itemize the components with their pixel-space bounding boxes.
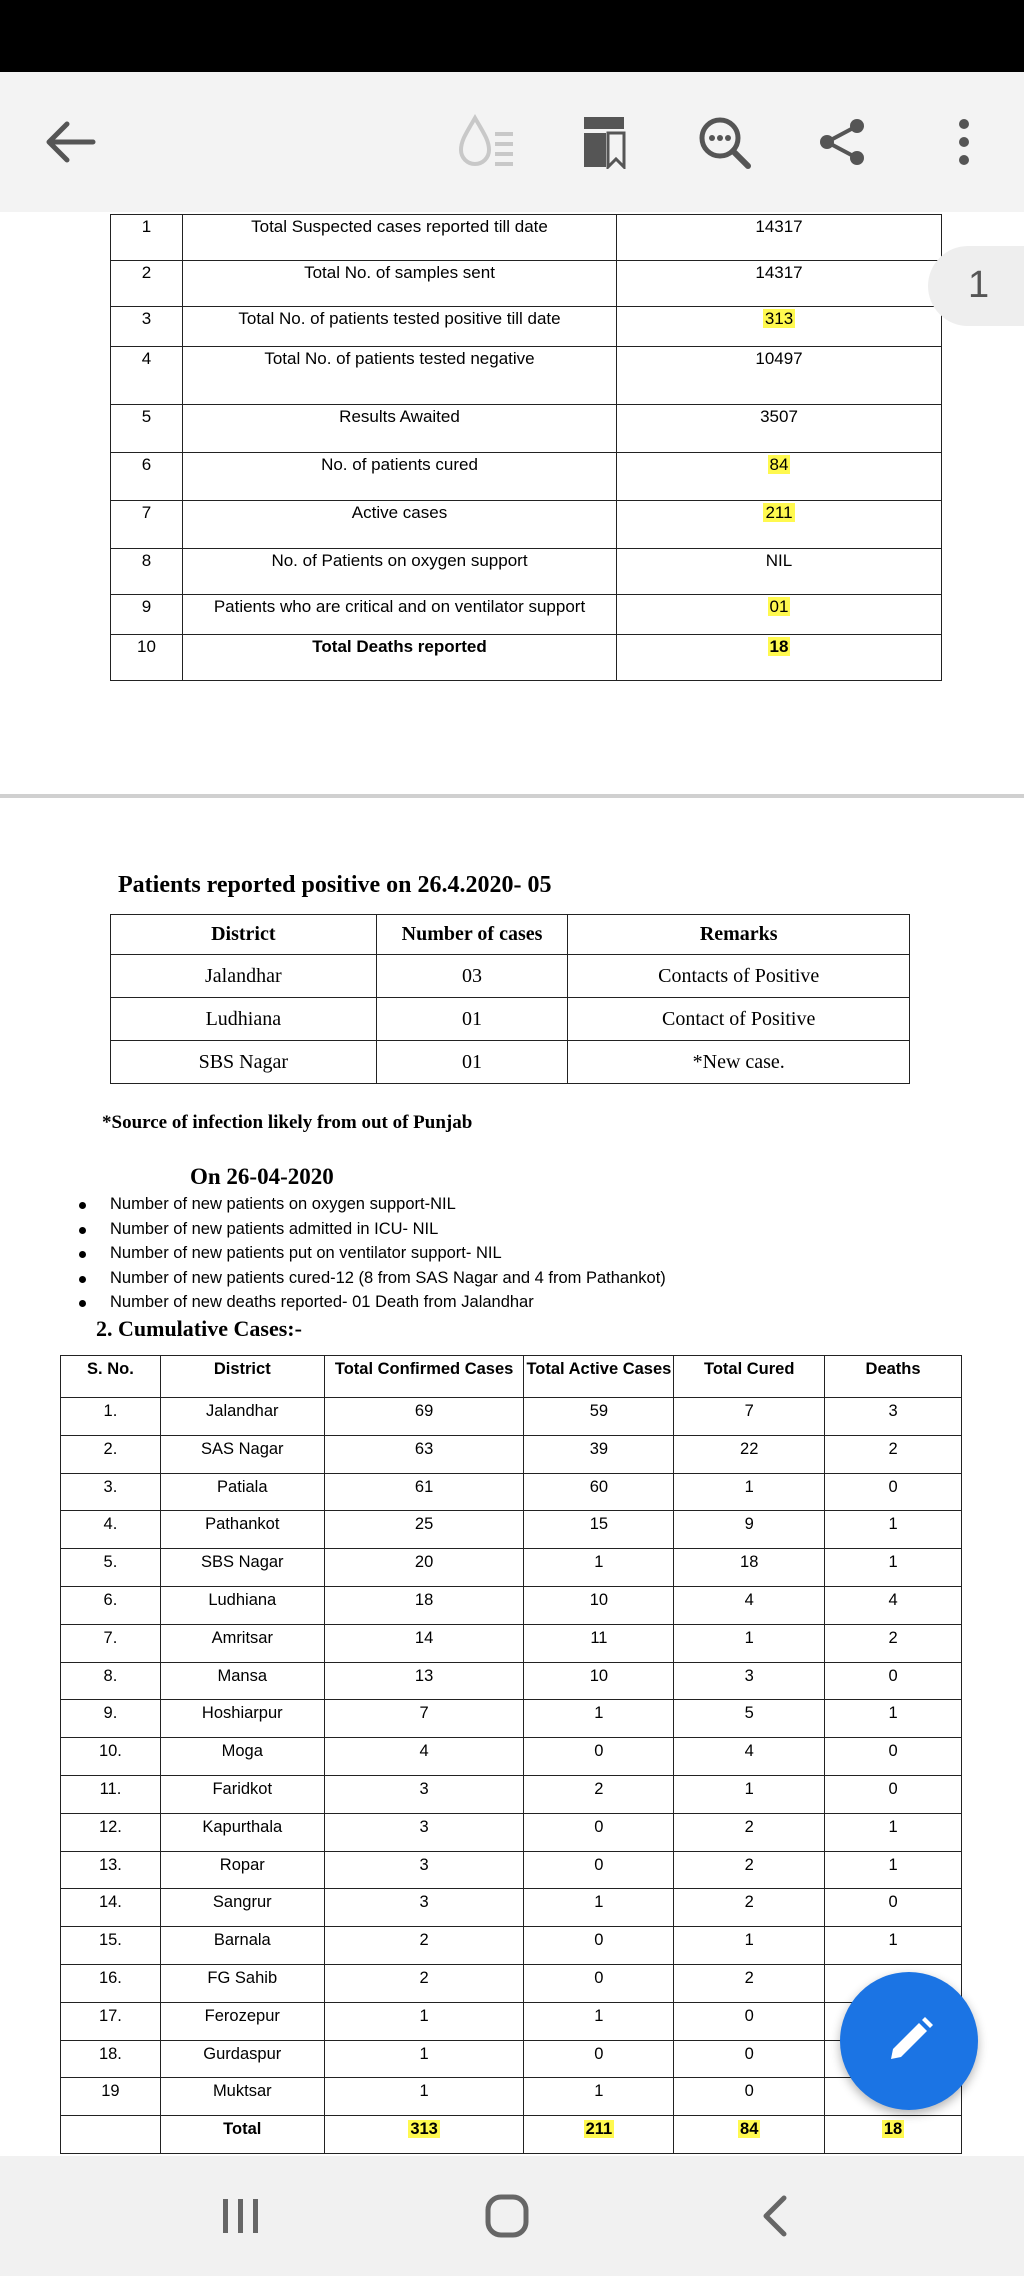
more-options-icon[interactable] (924, 102, 1004, 182)
cell-confirmed: 3 (324, 1851, 524, 1889)
cell-sno: 2. (61, 1435, 161, 1473)
cell-cured: 1 (674, 1927, 825, 1965)
back-icon[interactable] (740, 2186, 810, 2246)
row-value: 313 (764, 309, 794, 328)
cell-confirmed: 63 (324, 1435, 524, 1473)
cell-district: Jalandhar (111, 955, 377, 998)
cell-active: 15 (524, 1511, 674, 1549)
table-row (111, 955, 910, 998)
table-row (61, 2078, 962, 2116)
cell-cured: 9 (674, 1511, 825, 1549)
row-value: 84 (769, 455, 789, 474)
cell-deaths: 0 (825, 1738, 962, 1776)
cell-cured: 18 (674, 1549, 825, 1587)
header-remarks: Remarks (568, 915, 910, 955)
search-icon[interactable] (684, 102, 764, 182)
cell-remarks: *New case. (568, 1041, 910, 1084)
cell-sno: 15. (61, 1927, 161, 1965)
bookmark-icon[interactable] (564, 102, 644, 182)
summary-table (110, 214, 942, 681)
home-icon[interactable] (472, 2186, 542, 2246)
cell-confirmed: 1 (324, 2002, 524, 2040)
cell-active: 0 (524, 1813, 674, 1851)
row-value: 01 (769, 597, 789, 616)
header-deaths: Deaths (825, 1356, 962, 1398)
cell-cured: 1 (674, 1775, 825, 1813)
cell-cured: 4 (674, 1738, 825, 1776)
cell-confirmed: 69 (324, 1398, 524, 1436)
header-confirmed: Total Confirmed Cases (324, 1356, 524, 1398)
cell-active: 0 (524, 1964, 674, 2002)
table-row (111, 1041, 910, 1084)
daily-update-date: On 26-04-2020 (190, 1164, 334, 1189)
table-row (111, 453, 942, 501)
cumulative-heading: 2. Cumulative Cases:- (96, 1316, 302, 1341)
cell-district: Faridkot (160, 1775, 324, 1813)
table-row (61, 1511, 962, 1549)
table-row (61, 1964, 962, 2002)
cell-sno: 13. (61, 1851, 161, 1889)
cell-deaths: 4 (825, 1586, 962, 1624)
header-active: Total Active Cases (524, 1356, 674, 1398)
header-sno: S. No. (61, 1356, 161, 1398)
cell-deaths: 3 (825, 1398, 962, 1436)
cell-district: FG Sahib (160, 1964, 324, 2002)
cell-district: Ropar (160, 1851, 324, 1889)
table-row (111, 595, 942, 635)
row-number-cell: 4 (111, 347, 183, 405)
cell-active: 39 (524, 1435, 674, 1473)
cell-sno: 16. (61, 1964, 161, 2002)
row-number-cell: 5 (111, 405, 183, 453)
cell-sno: 18. (61, 2040, 161, 2078)
cell-deaths: 1 (825, 1927, 962, 1965)
table-row (61, 1889, 962, 1927)
total-label: Total (160, 2116, 324, 2154)
table-row (111, 549, 942, 595)
cell-active: 60 (524, 1473, 674, 1511)
edit-pencil-icon (881, 2013, 937, 2069)
cell-active: 10 (524, 1586, 674, 1624)
bullet-icon (79, 1202, 86, 1209)
table-row (61, 1700, 962, 1738)
cell-sno: 9. (61, 1700, 161, 1738)
cell-active: 1 (524, 1549, 674, 1587)
row-value: 14317 (755, 263, 803, 282)
cell-confirmed: 3 (324, 1889, 524, 1927)
cell-deaths: 0 (825, 1662, 962, 1700)
cell-active: 59 (524, 1398, 674, 1436)
cell-district: Sangrur (160, 1889, 324, 1927)
cell-district: SBS Nagar (111, 1041, 377, 1084)
cell-confirmed: 25 (324, 1511, 524, 1549)
edit-fab-button[interactable] (840, 1972, 978, 2110)
cell-district: Moga (160, 1738, 324, 1776)
total-cured: 84 (674, 2116, 825, 2154)
cell-district: Barnala (160, 1927, 324, 1965)
positive-cases-table (110, 914, 910, 1084)
total-row (61, 2116, 962, 2154)
table-row (61, 1435, 962, 1473)
recent-apps-icon[interactable] (206, 2186, 276, 2246)
cell-confirmed: 7 (324, 1700, 524, 1738)
row-number-cell: 7 (111, 501, 183, 549)
cell-sno: 4. (61, 1511, 161, 1549)
system-nav-bar (0, 2156, 1024, 2276)
cell-sno: 19 (61, 2078, 161, 2116)
table-row (111, 347, 942, 405)
cell-confirmed: 20 (324, 1549, 524, 1587)
app-toolbar (0, 72, 1024, 212)
cumulative-cases-table (60, 1355, 962, 2154)
cell-confirmed: 1 (324, 2040, 524, 2078)
cell-cured: 4 (674, 1586, 825, 1624)
cell-district: Muktsar (160, 2078, 324, 2116)
row-value-cell (617, 635, 942, 681)
header-district: District (111, 915, 377, 955)
cell-sno: 8. (61, 1662, 161, 1700)
row-value: 18 (769, 637, 789, 656)
row-value-cell (617, 307, 942, 347)
cell-sno: 12. (61, 1813, 161, 1851)
cell-district: Kapurthala (160, 1813, 324, 1851)
row-label-cell: Active cases (183, 501, 617, 549)
row-value-cell (617, 215, 942, 261)
cell-active: 1 (524, 1889, 674, 1927)
cell-cured: 7 (674, 1398, 825, 1436)
cell-cured: 1 (674, 1624, 825, 1662)
cell-district: Amritsar (160, 1624, 324, 1662)
list-item: Number of new patients cured-12 (8 from SAS Nagar and 4 from Pathankot) (110, 1266, 666, 1291)
row-value-cell (617, 549, 942, 595)
cell-cases: 01 (376, 998, 568, 1041)
list-item: Number of new deaths reported- 01 Death from Jalandhar (110, 1290, 666, 1315)
list-item: Number of new patients on oxygen support-NIL (110, 1192, 666, 1217)
list-item: Number of new patients admitted in ICU- NIL (110, 1217, 666, 1242)
cell-cured: 2 (674, 1851, 825, 1889)
table-header-row (61, 1356, 962, 1398)
table-row (61, 1662, 962, 1700)
row-label-cell: No. of Patients on oxygen support (183, 549, 617, 595)
row-label-cell: Total Deaths reported (183, 635, 617, 681)
share-icon[interactable] (802, 102, 882, 182)
back-arrow-icon[interactable] (30, 102, 110, 182)
status-bar (0, 0, 1024, 72)
row-value-cell (617, 595, 942, 635)
table-row (61, 1473, 962, 1511)
cell-active: 0 (524, 1738, 674, 1776)
total-deaths: 18 (825, 2116, 962, 2154)
table-row (61, 1624, 962, 1662)
row-label-cell: Results Awaited (183, 405, 617, 453)
row-number-cell: 9 (111, 595, 183, 635)
cell-active: 0 (524, 1927, 674, 1965)
total-confirmed: 313 (324, 2116, 524, 2154)
cell-sno: 5. (61, 1549, 161, 1587)
cell-cured: 1 (674, 1473, 825, 1511)
source-note: *Source of infection likely from out of Punjab (102, 1112, 473, 1133)
table-row (111, 215, 942, 261)
cell-confirmed: 14 (324, 1624, 524, 1662)
cell-sno: 1. (61, 1398, 161, 1436)
cell-confirmed: 3 (324, 1775, 524, 1813)
table-row (61, 2002, 962, 2040)
row-value-cell (617, 261, 942, 307)
bullet-icon (79, 1276, 86, 1283)
table-row (61, 1813, 962, 1851)
cell-sno: 6. (61, 1586, 161, 1624)
cell-cured: 0 (674, 2040, 825, 2078)
bullet-icon (79, 1251, 86, 1258)
cell-active: 11 (524, 1624, 674, 1662)
cell-cases: 01 (376, 1041, 568, 1084)
page-indicator: 1 (928, 246, 1024, 326)
cell-sno: 17. (61, 2002, 161, 2040)
table-row (111, 261, 942, 307)
cell-deaths: 0 (825, 1889, 962, 1927)
cell-sno: 11. (61, 1775, 161, 1813)
header-cured: Total Cured (674, 1356, 825, 1398)
reading-mode-icon[interactable] (446, 102, 526, 182)
cell-confirmed: 4 (324, 1738, 524, 1776)
total-sno-cell (61, 2116, 161, 2154)
cell-active: 1 (524, 2078, 674, 2116)
row-label-cell: Patients who are critical and on ventilator support (183, 595, 617, 635)
cell-confirmed: 18 (324, 1586, 524, 1624)
cell-cured: 3 (674, 1662, 825, 1700)
row-label-cell: Total No. of patients tested positive till date (183, 307, 617, 347)
header-cases: Number of cases (376, 915, 568, 955)
cell-district: Gurdaspur (160, 2040, 324, 2078)
table-row (111, 501, 942, 549)
cell-deaths: 2 (825, 1624, 962, 1662)
table-row (61, 1738, 962, 1776)
row-value-cell (617, 405, 942, 453)
cell-deaths: 1 (825, 1700, 962, 1738)
row-value-cell (617, 453, 942, 501)
cell-remarks: Contact of Positive (568, 998, 910, 1041)
total-active: 211 (524, 2116, 674, 2154)
row-value: 3507 (760, 407, 798, 426)
cell-deaths: 1 (825, 1813, 962, 1851)
cell-confirmed: 1 (324, 2078, 524, 2116)
cell-deaths: 1 (825, 1511, 962, 1549)
table-row (111, 998, 910, 1041)
cell-sno: 10. (61, 1738, 161, 1776)
cell-active: 0 (524, 1851, 674, 1889)
row-number-cell: 6 (111, 453, 183, 501)
row-number-cell: 1 (111, 215, 183, 261)
cell-sno: 3. (61, 1473, 161, 1511)
row-number-cell: 8 (111, 549, 183, 595)
header-district: District (160, 1356, 324, 1398)
cell-cured: 5 (674, 1700, 825, 1738)
cell-district: Ludhiana (111, 998, 377, 1041)
row-number-cell: 3 (111, 307, 183, 347)
cell-district: SBS Nagar (160, 1549, 324, 1587)
row-value-cell (617, 347, 942, 405)
table-row (111, 635, 942, 681)
cell-remarks: Contacts of Positive (568, 955, 910, 998)
table-row (61, 2040, 962, 2078)
positive-cases-title: Patients reported positive on 26.4.2020- 05 (118, 872, 552, 898)
row-number-cell: 10 (111, 635, 183, 681)
page-divider (0, 794, 1024, 798)
cell-confirmed: 13 (324, 1662, 524, 1700)
table-row (61, 1586, 962, 1624)
cell-district: SAS Nagar (160, 1435, 324, 1473)
row-value: 211 (765, 503, 793, 522)
bullet-icon (79, 1227, 86, 1234)
cell-confirmed: 2 (324, 1927, 524, 1965)
cell-active: 10 (524, 1662, 674, 1700)
cell-district: Hoshiarpur (160, 1700, 324, 1738)
row-label-cell: Total Suspected cases reported till date (183, 215, 617, 261)
cell-deaths: 2 (825, 1435, 962, 1473)
cell-deaths: 1 (825, 1851, 962, 1889)
cell-cured: 0 (674, 2002, 825, 2040)
row-label-cell: No. of patients cured (183, 453, 617, 501)
list-item: Number of new patients put on ventilator support- NIL (110, 1241, 666, 1266)
cell-sno: 14. (61, 1889, 161, 1927)
cell-district: Jalandhar (160, 1398, 324, 1436)
cell-cured: 2 (674, 1964, 825, 2002)
cell-cured: 2 (674, 1813, 825, 1851)
cell-active: 0 (524, 2040, 674, 2078)
table-header-row (111, 915, 910, 955)
bullet-icon (79, 1300, 86, 1307)
table-row (61, 1851, 962, 1889)
table-row (61, 1398, 962, 1436)
table-row (111, 307, 942, 347)
cell-deaths: 1 (825, 1549, 962, 1587)
cell-district: Pathankot (160, 1511, 324, 1549)
row-number-cell: 2 (111, 261, 183, 307)
cell-confirmed: 3 (324, 1813, 524, 1851)
table-row (61, 1927, 962, 1965)
cell-district: Ludhiana (160, 1586, 324, 1624)
cell-district: Ferozepur (160, 2002, 324, 2040)
row-value: NIL (765, 551, 793, 570)
table-row (61, 1549, 962, 1587)
cell-sno: 7. (61, 1624, 161, 1662)
cell-deaths: 0 (825, 1473, 962, 1511)
table-row (61, 1775, 962, 1813)
cell-deaths: 0 (825, 1775, 962, 1813)
row-value-cell (617, 501, 942, 549)
table-row (111, 405, 942, 453)
row-value: 10497 (755, 349, 803, 368)
cell-cured: 2 (674, 1889, 825, 1927)
cell-active: 1 (524, 1700, 674, 1738)
cell-cases: 03 (376, 955, 568, 998)
row-value: 14317 (755, 217, 803, 236)
cell-cured: 22 (674, 1435, 825, 1473)
row-label-cell: Total No. of patients tested negative (183, 347, 617, 405)
cell-active: 2 (524, 1775, 674, 1813)
daily-update-list (110, 1192, 666, 1315)
row-label-cell: Total No. of samples sent (183, 261, 617, 307)
cell-confirmed: 61 (324, 1473, 524, 1511)
cell-cured: 0 (674, 2078, 825, 2116)
cell-district: Mansa (160, 1662, 324, 1700)
cell-active: 1 (524, 2002, 674, 2040)
cell-district: Patiala (160, 1473, 324, 1511)
cell-confirmed: 2 (324, 1964, 524, 2002)
